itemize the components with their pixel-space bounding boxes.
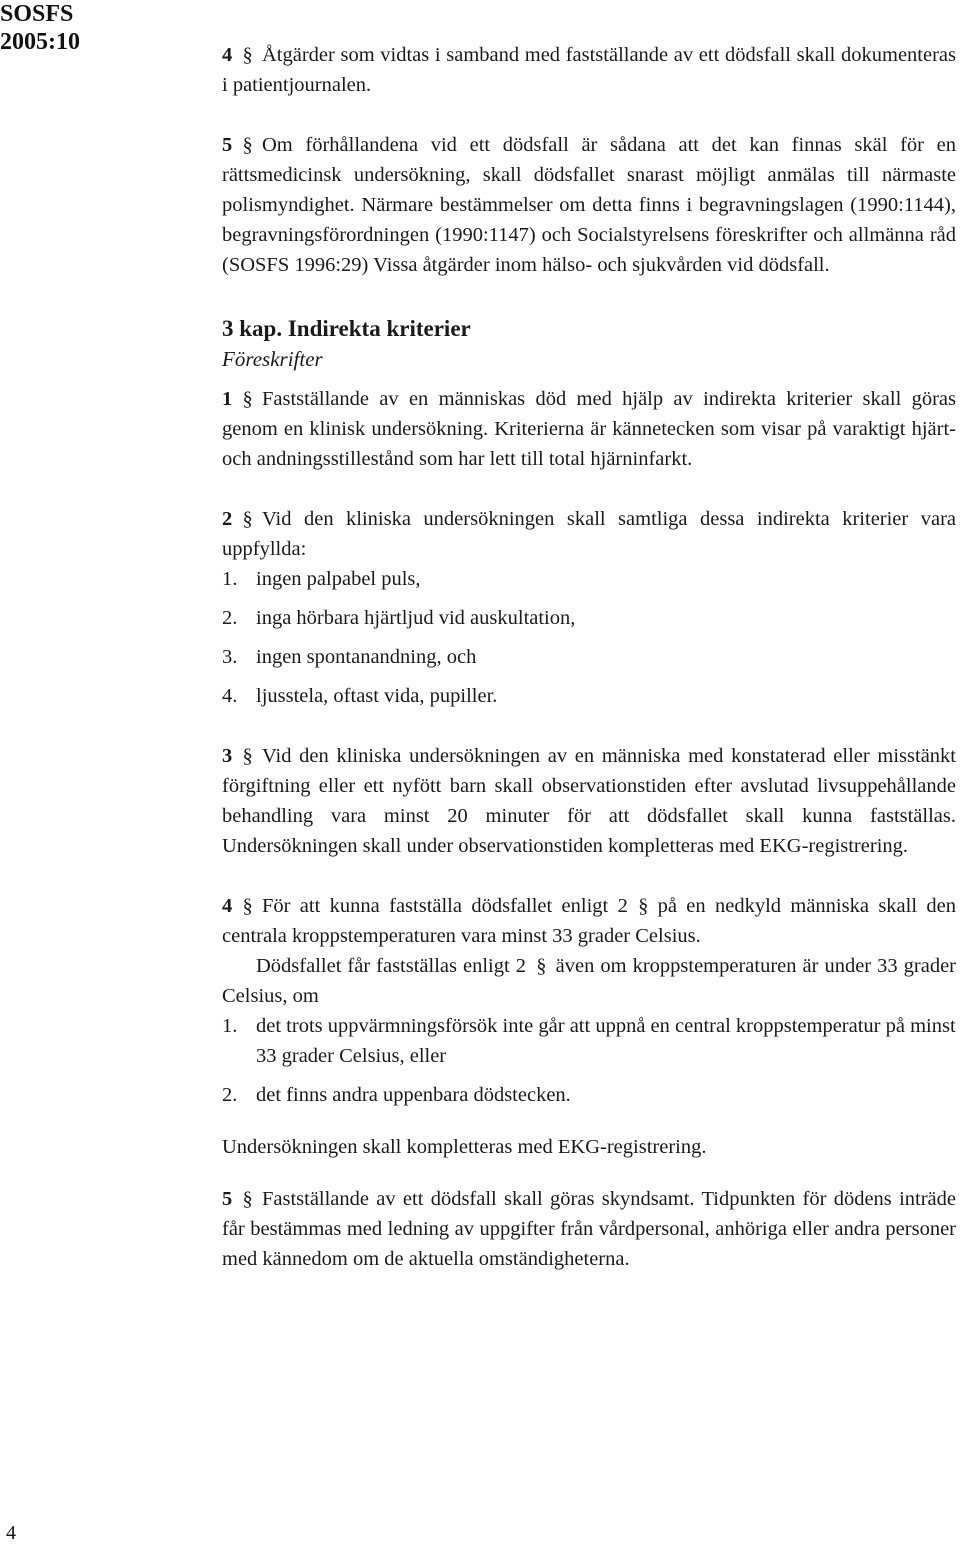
paragraph-number: 4 xyxy=(222,895,233,917)
ekg-supplement-note: Undersökningen skall kompletteras med EKG-registrering. xyxy=(222,1136,707,1158)
temperature-conditions-list xyxy=(222,1011,956,1110)
paragraph-5-forensic-report xyxy=(222,130,956,280)
section-sign: § xyxy=(638,895,649,917)
paragraph-text: Vid den kliniska undersökningen av en människa med konstaterad eller misstänkt förgiftning eller ett nyfött barn skall observationstiden efter avslutad livsuppehållande behandling vara minst 20 minuter för att dödsfallet skall kunna fastställas. Undersökningen skall under observationstiden kompletteras med EKG-registrering. xyxy=(222,745,956,857)
list-item: 2. inga hörbara hjärtljud vid auskultation, xyxy=(222,607,576,629)
paragraph-3-observation-time xyxy=(222,741,956,861)
paragraph-5-time-of-death xyxy=(222,1184,956,1274)
criteria-list xyxy=(222,564,956,711)
paragraph-text: Dödsfallet får fastställas enligt 2 xyxy=(256,955,526,977)
paragraph-text: Fastställande av en människas död med hjälp av indirekta kriterier skall göras genom en klinisk undersökning. Kriterierna är kännetecken som visar på varaktigt hjärt- och andningsstillestånd som har lett till total hjärninfarkt. xyxy=(222,388,956,470)
section-sign: § xyxy=(536,955,547,977)
document-body xyxy=(222,40,956,1274)
paragraph-text: Fastställande av ett dödsfall skall göras skyndsamt. Tidpunkten för dödens inträde får bestämmas med ledning av uppgifter från vårdpersonal, anhöriga eller andra personer med kännedom om de aktuella omständigheterna. xyxy=(222,1188,956,1270)
paragraph-text: Om förhållandena vid ett dödsfall är sådana att det kan finnas skäl för en rättsmedicinsk undersökning, skall dödsfallet snarast möjligt anmälas till närmaste polismyndighet. Närmare bestämmelser om detta finns i begravningslagen (1990:1144), begravningsförordningen (1990:1147) och Socialstyrelsens föreskrifter och allmänna råd (SOSFS 1996:29) Vissa åtgärder inom hälso- och sjukvården vid dödsfall. xyxy=(222,134,956,276)
section-sign: § xyxy=(242,508,253,530)
paragraph-number: 4 xyxy=(222,44,233,66)
page-number: 4 xyxy=(6,1522,16,1544)
paragraph-text: Åtgärder som vidtas i samband med fastställande av ett dödsfall skall dokumenteras i patientjournalen. xyxy=(222,44,956,96)
paragraph-4-body-temperature xyxy=(222,891,956,951)
list-item: 4. ljusstela, oftast vida, pupiller. xyxy=(222,685,498,707)
list-item: 2. det finns andra uppenbara dödstecken. xyxy=(222,1084,571,1106)
document-series-id xyxy=(0,0,140,56)
paragraph-1-indirect-criteria xyxy=(222,384,956,474)
section-sign: § xyxy=(242,134,253,156)
section-sign: § xyxy=(242,745,253,767)
paragraph-number: 5 xyxy=(222,134,233,156)
chapter-label: 3 kap. xyxy=(222,316,283,341)
list-item: 1. ingen palpabel puls, xyxy=(222,568,421,590)
list-item: 3. ingen spontanandning, och xyxy=(222,646,477,668)
paragraph-text: Vid den kliniska undersökningen skall samtliga dessa indirekta kriterier vara uppfyllda: xyxy=(222,508,956,560)
paragraph-number: 1 xyxy=(222,388,233,410)
chapter-title: Indirekta kriterier xyxy=(287,316,471,341)
chapter-heading xyxy=(222,314,956,344)
paragraph-text: För att kunna fastställa dödsfallet enligt 2 xyxy=(261,895,628,917)
series-number: 2005:10 xyxy=(0,29,80,55)
section-sign: § xyxy=(242,388,253,410)
paragraph-text: även om kroppstemperaturen är under 33 grader Celsius, om xyxy=(222,955,956,1007)
paragraph-number: 3 xyxy=(222,745,233,767)
paragraph-4-continuation xyxy=(222,951,956,1011)
paragraph-text: på en nedkyld människa skall den centrala kroppstemperaturen vara minst 33 grader Celsius. xyxy=(222,895,956,947)
section-sign: § xyxy=(242,1188,253,1210)
paragraph-2-clinical-exam xyxy=(222,504,956,564)
list-item: 1. det trots uppvärmningsförsök inte går att uppnå en central kroppstemperatur på minst 33 grader Celsius, eller xyxy=(222,1015,956,1067)
section-sign: § xyxy=(242,44,253,66)
paragraph-number: 5 xyxy=(222,1188,233,1210)
section-sign: § xyxy=(242,895,253,917)
paragraph-number: 2 xyxy=(222,508,233,530)
series-label: SOSFS xyxy=(0,1,74,27)
subheading-regulations: Föreskrifter xyxy=(222,347,323,371)
paragraph-4-documentation xyxy=(222,40,956,100)
